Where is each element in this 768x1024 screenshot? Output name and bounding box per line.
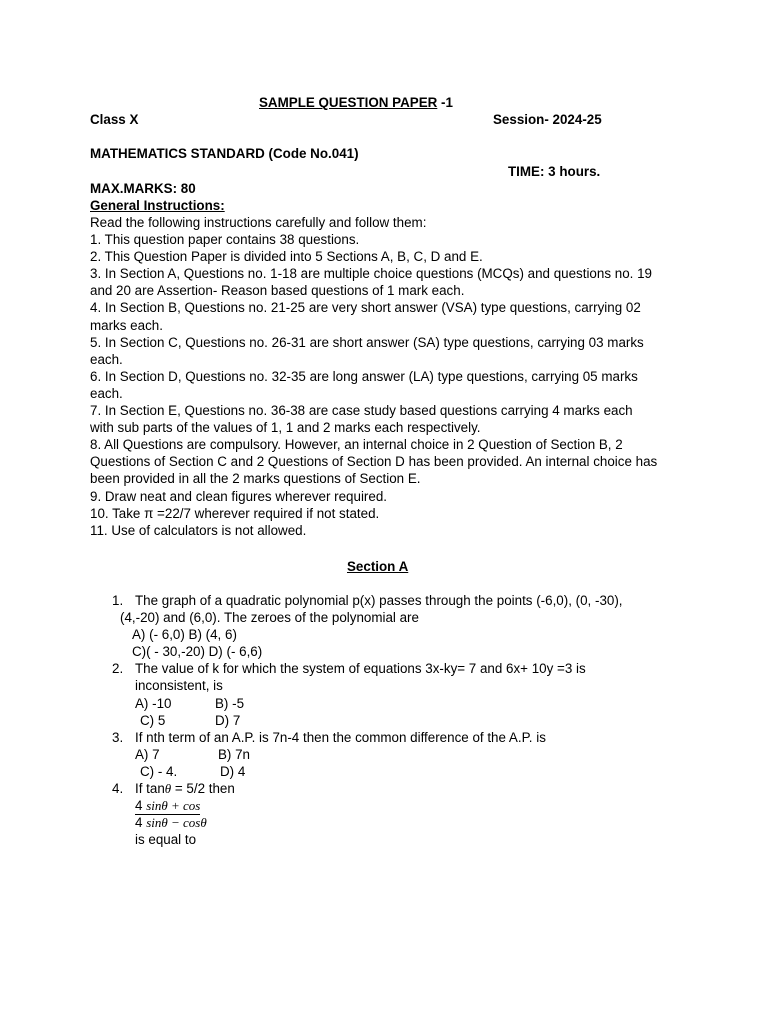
session-label: Session- 2024-25	[493, 112, 602, 127]
theta-symbol: θ	[164, 781, 172, 797]
instruction-line: each.	[90, 385, 123, 401]
question-1	[112, 592, 672, 609]
instruction-line: 9. Draw neat and clean figures wherever required.	[90, 488, 387, 504]
question-text: The value of k for which the system of equations 3x-ky= 7 and 6x+ 10y =3 is	[135, 661, 586, 677]
option-b: B) 7n	[218, 746, 251, 762]
time-label: TIME: 3 hours.	[508, 164, 601, 179]
instruction-line: Questions of Section C and 2 Questions of Section D has been provided. An internal choice has	[90, 454, 658, 470]
instruction-line: 5. In Section C, Questions no. 26-31 are short answer (SA) type questions, carrying 03 marks	[90, 334, 644, 350]
numerator-underline	[135, 799, 200, 815]
instruction-line: marks each.	[90, 317, 163, 333]
option-d: D) 7	[215, 712, 241, 728]
instruction-line: 10. Take π =22/7 wherever required if not stated.	[90, 505, 380, 521]
question-number: 2.	[112, 661, 124, 677]
question-3	[112, 729, 672, 746]
question-4-tail: is equal to	[135, 832, 197, 848]
section-a-heading: Section A	[347, 559, 409, 574]
question-number: 4.	[112, 781, 124, 797]
numerator-expr: sinθ + cos	[146, 798, 201, 814]
paper-title-text: SAMPLE QUESTION PAPER	[259, 95, 438, 110]
question-2	[112, 660, 672, 677]
instruction-line: 11. Use of calculators is not allowed.	[90, 522, 307, 538]
question-2-options-cd	[112, 712, 672, 729]
numerator-coef: 4	[135, 798, 143, 814]
question-3-options-cd	[112, 763, 672, 780]
instructions-heading: General Instructions:	[90, 198, 225, 213]
question-2-options-ab	[112, 695, 672, 712]
paper-title	[259, 94, 453, 111]
question-2-line2: inconsistent, is	[135, 678, 223, 694]
question-1-line2: (4,-20) and (6,0). The zeroes of the polynomial are	[120, 610, 419, 626]
subject-label: MATHEMATICS STANDARD (Code No.041)	[90, 146, 359, 161]
instruction-line: each.	[90, 351, 123, 367]
question-number: 3.	[112, 729, 124, 745]
instruction-line: 4. In Section B, Questions no. 21-25 are very short answer (VSA) type questions, carrying 02	[90, 300, 641, 316]
option-c: C) - 4.	[140, 763, 178, 779]
fraction-denominator	[112, 814, 672, 831]
instruction-line: 7. In Section E, Questions no. 36-38 are case study based questions carrying 4 marks each	[90, 403, 633, 419]
question-1-options-ab: A) (- 6,0) B) (4, 6)	[132, 627, 237, 643]
question-text-post: = 5/2 then	[171, 781, 235, 797]
question-4	[112, 780, 672, 797]
question-1-options-cd: C)( - 30,-20) D) (- 6,6)	[132, 644, 263, 660]
class-label: Class X	[90, 112, 139, 127]
instruction-line: been provided in all the 2 marks questions of Section E.	[90, 471, 421, 487]
instruction-line: 2. This Question Paper is divided into 5 Sections A, B, C, D and E.	[90, 249, 483, 265]
option-b: B) -5	[215, 695, 245, 711]
denominator-expr: sinθ − cosθ	[146, 815, 207, 831]
max-marks-label: MAX.MARKS: 80	[90, 181, 196, 196]
denominator-coef: 4	[135, 815, 143, 831]
instruction-line: 1. This question paper contains 38 questions.	[90, 232, 360, 248]
paper-title-suffix: -1	[437, 95, 453, 110]
option-a: A) -10	[135, 695, 172, 711]
instructions-list	[90, 214, 690, 539]
option-a: A) 7	[135, 746, 160, 762]
option-d: D) 4	[220, 763, 246, 779]
question-number: 1.	[112, 593, 124, 608]
fraction-numerator	[112, 797, 672, 814]
question-text-pre: If tan	[135, 781, 165, 797]
question-text: The graph of a quadratic polynomial p(x) passes through the points (-6,0), (0, -30),	[135, 593, 623, 608]
instruction-line: 6. In Section D, Questions no. 32-35 are long answer (LA) type questions, carrying 05 marks	[90, 368, 638, 384]
option-c: C) 5	[140, 712, 166, 728]
instruction-line: 8. All Questions are compulsory. However, an internal choice in 2 Question of Section B, 2	[90, 437, 623, 453]
instruction-line: 3. In Section A, Questions no. 1-18 are multiple choice questions (MCQs) and questions no. 19	[90, 266, 652, 282]
section-a-questions	[112, 592, 672, 848]
instruction-line: with sub parts of the values of 1, 1 and 2 marks each respectively.	[90, 420, 481, 436]
instruction-line: and 20 are Assertion- Reason based questions of 1 mark each.	[90, 283, 465, 299]
instruction-line: Read the following instructions carefully and follow them:	[90, 215, 427, 230]
question-3-options-ab	[112, 746, 672, 763]
question-text: If nth term of an A.P. is 7n-4 then the common difference of the A.P. is	[135, 729, 546, 745]
